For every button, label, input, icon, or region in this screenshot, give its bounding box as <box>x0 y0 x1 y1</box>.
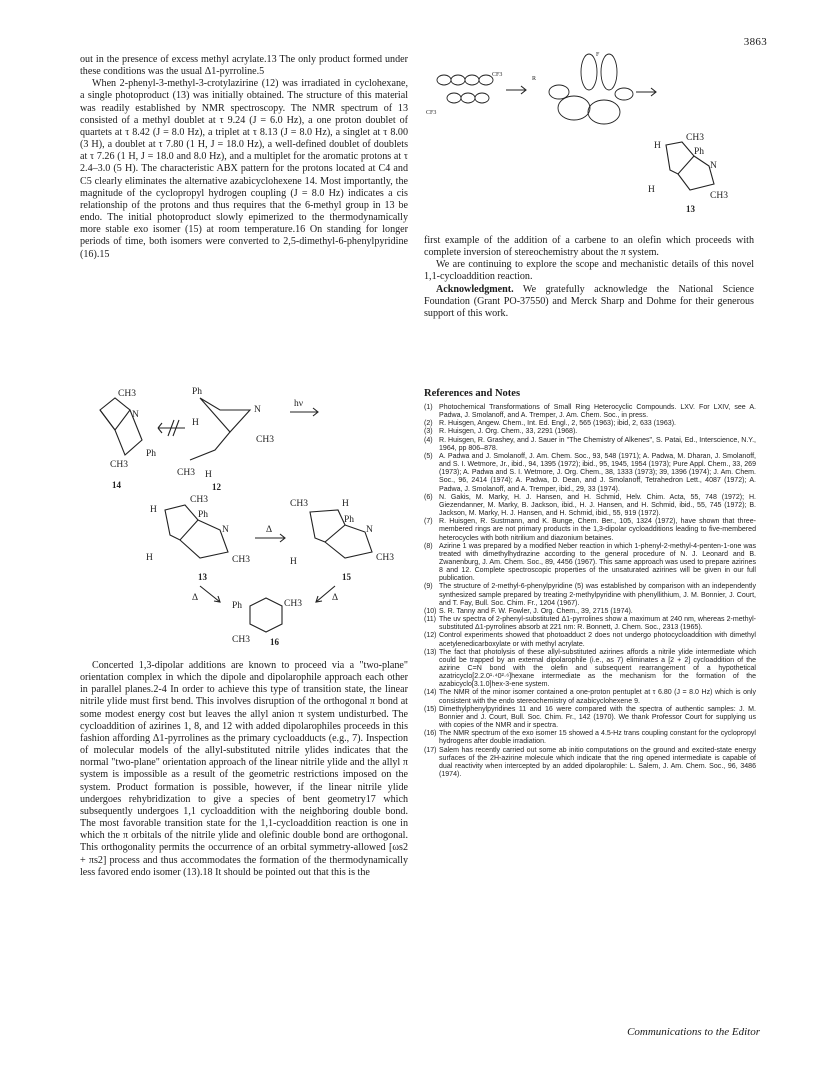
reference-text: Control experiments showed that photoadduct 2 does not undergo photocycloaddition with dimethyl acetylenedicarboxylate or with methyl acrylate. <box>439 632 756 648</box>
reference-text: The fact that photolysis of these allyl-substituted azirines affords a nitrile ylide intermediate which could be trapped by an external dipolarophile (i.e., as 7) eliminates a [2 + 2] cycloaddition of the azirine C=N bond with the olefin and subsequent rearrangement of a hypothetical azatricyclo[2.2.0¹·⁴0²·⁶]hexane intermediate as the mechanism for the formation of the azabicyclo[3.1.0]hex-3-ene system. <box>439 648 756 689</box>
reference-item <box>424 437 756 453</box>
reference-item <box>424 747 756 780</box>
scheme-svg <box>80 380 410 650</box>
reference-number: (16) <box>424 730 437 738</box>
left-column-top <box>80 54 408 261</box>
svg-text:H: H <box>648 185 655 195</box>
svg-text:CH3: CH3 <box>177 468 195 478</box>
reference-text: Azirine 1 was prepared by a modified Neber reaction in which 1-phenyl-2-methyl-4-penten-1-one was treated with dimethylhydrazine according to the general procedure of N. J. Leonard and B. Zwanenburg, J. Am. Chem. Soc., 89, 4456 (1967). This same approach was used to prepare azirines 8 and 12. Complete spectroscopic properties of the unsaturated azirines will be given in our full publication. <box>439 542 756 583</box>
paragraph: We are continuing to explore the scope and mechanistic details of this novel 1,1-cycloaddition reaction. <box>424 259 754 283</box>
orbital-scheme <box>424 50 728 230</box>
svg-text:Δ: Δ <box>332 593 339 603</box>
compound-12-structure <box>177 387 274 492</box>
svg-text:Ph: Ph <box>694 147 705 157</box>
reference-text: R. Huisgen, R. Grashey, and J. Sauer in "The Chemistry of Alkenes", S. Patai, Ed., Interscience, N.Y., 1964, pp 806–878. <box>439 436 756 452</box>
reference-text: Dimethylphenylpyridines 11 and 16 were compared with the spectra of authentic samples: J. M. Bonnier and J. Court, Bull. Soc. Chim. Fr., 142 (1970). We thank Professor Court for supplying us with copies of the NMR and ir spectra. <box>439 705 756 730</box>
svg-text:CH3: CH3 <box>256 435 274 445</box>
svg-text:CH3: CH3 <box>686 133 704 143</box>
reaction-scheme <box>80 380 410 650</box>
reference-text: A. Padwa and J. Smolanoff, J. Am. Chem. Soc., 93, 548 (1971); A. Padwa, M. Dharan, J. Smolanoff, and S. I. Wetmore, Jr., ibid., 94, 1395 (1972); ibid., 95, 1945, 1954 (1973); Pure Appl. Chem., 33, 269 (1973); A. Padwa and S. I. Wetmore, J. Org. Chem., 38, 1333 (1973); 39, 1396 (1974); J. Am. Chem. Soc., 96, 2414 (1974); A. Padwa, D. Dean, and J. Smolanoff, Tetrahedron Lett., 4087 (1972); A. Padwa, J. Smolanoff, and A. Tremper, ibid., 29, 33 (1974). <box>439 452 756 493</box>
svg-text:Ph: Ph <box>146 449 157 459</box>
reference-item <box>424 494 756 518</box>
epimerization-arrow <box>255 525 285 542</box>
paragraph: When 2-phenyl-3-methyl-3-crotylazirine (12) was irradiated in cyclohexane, a single photoproduct (13) was initially obtained. The structure of this material was readily established by NMR spectroscopy. The NMR spectrum of 13 consisted of a methyl doublet at τ 9.24 (J = 6.0 Hz), a one proton doublet of quartets at τ 8.42 (J = 8.0 Hz), a triplet at τ 8.13 (J = 8.0 Hz), a singlet at τ 8.00 (3 H), a doublet at τ 7.80 (1 H, J = 18.0 Hz), a well-defined doublet of doublets at τ 7.26 (1 H, J = 18.0 and 8.0 Hz), and a multiplet for the aromatic protons at τ 2.4–3.0 (5 H). The characteristic ABX pattern for the protons located at C4 and C5 clearly eliminates the alternative azabicyclohexene 14. Most importantly, the magnitude of the cyclopropyl hydrogen coupling (J = 8.0 Hz) indicates a cis relationship of the protons and thus requires that the 6-methyl group in 13 be endo. The initial photoproduct slowly epimerized to the thermodynamically more stable exo isomer (15) at room temperature.16 On standing for longer periods of time, both isomers were converted to 2,5-dimethyl-6-phenylpyridine (16).15 <box>80 78 408 260</box>
svg-text:Ph: Ph <box>232 601 243 611</box>
reference-item <box>424 518 756 542</box>
reference-item <box>424 730 756 746</box>
photolysis-arrow <box>290 399 318 416</box>
reference-number: (10) <box>424 607 437 615</box>
transition-state-orbitals <box>426 72 502 116</box>
acknowledgment-heading: Acknowledgment. <box>436 283 514 295</box>
reference-number: (1) <box>424 404 433 411</box>
svg-text:CH3: CH3 <box>110 460 128 470</box>
svg-text:H: H <box>342 499 349 509</box>
svg-text:N: N <box>132 410 139 420</box>
reference-number: (7) <box>424 518 433 526</box>
reference-item <box>424 543 756 584</box>
paragraph: first example of the addition of a carbene to an olefin which proceeds with complete inversion of stereochemistry about the π system. <box>424 235 754 259</box>
reference-number: (2) <box>424 420 433 428</box>
svg-text:16: 16 <box>270 637 279 647</box>
paragraph: Concerted 1,3-dipolar additions are known to proceed via a "two-plane" orientation complex in which the dipole and dipolarophile approach each other in parallel planes.2-4 In order to achieve this type of transition state, the linear nitrile ylide must first bend. This involves disruption of the orthogonal π bond at some modest energy cost but leaves the allyl anion π system undisturbed. The cycloaddition of azirines 1, 8, and 12 with added dipolarophiles proceeds in this fashion affording Δ1-pyrrolines as the primary cycloadducts (e.g., 7). Inspection of molecular models of the allyl-substituted nitrile ylides indicates that the normal "two-plane" orientation approach of the linear nitrile ylide and the allyl π system is impossible as a result of the geometric restrictions imposed on the system. Product formation is possible, however, if the linear nitrile ylide undergoes rehybridization to give a species of bent geometry17 which subsequently undergoes 1,1 cycloaddition with the neighboring double bond. The most favorable transition state for the 1,1-cycloaddition reaction is one in which the π orbitals of the nitrile ylide and olefinic double bond are orthogonal. This orthogonality permits the occurrence of an orbital symmetry-allowed [ωs2 + πs2] process and thus accommodates the formation of the thermodynamically less favored endo isomer (13).18 It should be pointed out that this is the <box>80 660 408 878</box>
svg-text:R: R <box>532 76 537 82</box>
reference-item <box>424 420 756 428</box>
reference-number: (17) <box>424 746 437 754</box>
reference-number: (15) <box>424 705 437 713</box>
reference-text: R. Huisgen, Angew. Chem., Int. Ed. Engl., 2, 565 (1963); ibid, 2, 633 (1963). <box>439 420 676 428</box>
reference-item <box>424 689 756 705</box>
svg-text:H: H <box>146 553 153 563</box>
no-reaction-arrow <box>158 420 185 436</box>
acknowledgment <box>424 284 754 320</box>
reference-text: The NMR spectrum of the exo isomer 15 showed a 4.5-Hz trans coupling constant for the cyclopropyl hydrogens after double irradiation. <box>439 730 756 746</box>
reference-text: The NMR of the minor isomer contained a one-proton pentuplet at τ 6.80 (J = 8.0 Hz) which is only consistent with the endo stereochemistry of azabicyclohexene 9. <box>439 689 756 705</box>
svg-text:13: 13 <box>198 572 207 582</box>
compound-13-structure <box>146 495 250 582</box>
reference-number: (13) <box>424 648 437 656</box>
reference-number: (14) <box>424 689 437 697</box>
reference-text: R. Huisgen, J. Org. Chem., 33, 2291 (1968). <box>439 428 578 436</box>
svg-text:Ph: Ph <box>192 387 203 397</box>
svg-text:CH3: CH3 <box>118 389 136 399</box>
reference-item <box>424 706 756 730</box>
reference-item <box>424 583 756 607</box>
svg-text:14: 14 <box>112 480 121 490</box>
reference-item <box>424 608 756 616</box>
reference-text: The uv spectra of 2-phenyl-substituted Δ1-pyrrolines show a maximum at 240 nm, whereas 2-methyl-substituted Δ1-pyrrolines absorb at 221 nm: R. Bonnett, J. Chem. Soc., 2313 (1965). <box>439 616 756 632</box>
svg-text:H: H <box>290 557 297 567</box>
reference-text: N. Gakis, M. Marky, H. J. Hansen, and H. Schmid, Helv. Chim. Acta, 55, 748 (1972); H. Giezendanner, M. Marky, B. Jackson, ibid., H. J. Hansen, and H. Schmid, ibid., 55, 745 (1972); B. Jackson, M. Marky, H. J. Hansen, and H. Schmid, ibid., 55, 919 (1972). <box>439 493 756 518</box>
orbital-svg <box>424 50 728 230</box>
svg-text:H: H <box>205 470 212 480</box>
svg-text:CH3: CH3 <box>190 495 208 505</box>
reference-text: R. Huisgen, R. Sustmann, and K. Bunge, Chem. Ber., 105, 1324 (1972), have shown that three-membered rings are not primary products in the 1,3-dipolar cycloadditions leading to five-membered heterocycles with both nitrilium and diazonium betaines. <box>439 518 756 542</box>
svg-text:Δ: Δ <box>266 525 273 535</box>
references-heading: References and Notes <box>424 388 521 399</box>
svg-text:N: N <box>366 525 373 535</box>
reference-number: (6) <box>424 493 433 501</box>
reference-text: The structure of 2-methyl-6-phenylpyridine (5) was established by comparison with an independently synthesized sample prepared by treating 2-methylpyridine with phenyllithium, J. M. Bonnier, J. Court, and T. Fay, Bull. Soc. Chim. Fr., 1204 (1967). <box>439 583 756 607</box>
left-column-bottom <box>80 660 408 879</box>
svg-text:CH3: CH3 <box>376 553 394 563</box>
svg-text:N: N <box>710 161 717 171</box>
bent-ylide-orbitals <box>532 52 633 124</box>
svg-text:Δ: Δ <box>192 593 199 603</box>
svg-text:13: 13 <box>686 204 695 214</box>
svg-text:CH3: CH3 <box>284 599 302 609</box>
reference-number: (3) <box>424 428 433 436</box>
paragraph: out in the presence of excess methyl acrylate.13 The only product formed under these conditions was the usual Δ1-pyrroline.5 <box>80 54 408 78</box>
reference-number: (5) <box>424 452 433 460</box>
reference-item <box>424 404 756 420</box>
reference-item <box>424 616 756 632</box>
compound-15-structure <box>290 499 394 582</box>
aromatization-arrows <box>192 586 338 603</box>
reference-text: Photochemical Transformations of Small Ring Heterocyclic Compounds. LXV. For LXIV, see A. Padwa, J. Smolanoff, and A. Tremper, J. Am. Chem. Soc., in press. <box>439 404 756 420</box>
svg-text:CH3: CH3 <box>290 499 308 509</box>
svg-text:CH3: CH3 <box>232 635 250 645</box>
reference-number: (9) <box>424 583 433 591</box>
svg-text:CF3: CF3 <box>426 110 437 116</box>
reaction-arrow-1 <box>506 86 526 94</box>
svg-text:F: F <box>596 52 600 58</box>
compound-14-structure <box>100 389 156 490</box>
svg-text:CH3: CH3 <box>710 191 728 201</box>
reference-number: (11) <box>424 616 437 624</box>
svg-text:Ph: Ph <box>198 510 209 520</box>
reference-text: Salem has recently carried out some ab initio computations on the ground and excited-state energy surfaces of the 2H-azirine molecule which indicate that the ring opened intermediate is capable of dual reactivity when intercepted by an added dipolarophile: L. Salem, J. Am. Chem. Soc., 96, 3486 (1974). <box>439 746 756 779</box>
right-column-top <box>424 235 754 320</box>
references-list <box>424 404 756 779</box>
svg-text:hν: hν <box>294 399 304 409</box>
svg-text:CF3: CF3 <box>492 72 503 78</box>
reference-item <box>424 632 756 648</box>
reaction-arrow-2 <box>636 88 656 96</box>
reference-number: (4) <box>424 436 433 444</box>
acknowledgment-text: We gratefully acknowledge the National Science Foundation (Grant PO-37550) and Merck Sharp and Dohme for their generous support of this work. <box>424 283 754 319</box>
page-number: 3863 <box>743 36 767 48</box>
svg-text:12: 12 <box>212 482 221 492</box>
svg-text:CH3: CH3 <box>232 555 250 565</box>
svg-text:Ph: Ph <box>344 515 355 525</box>
svg-text:H: H <box>654 141 661 151</box>
reference-item <box>424 453 756 494</box>
svg-text:N: N <box>222 525 229 535</box>
svg-text:H: H <box>150 505 157 515</box>
svg-text:15: 15 <box>342 572 351 582</box>
footer: Communications to the Editor <box>627 1026 760 1038</box>
svg-text:H: H <box>192 418 199 428</box>
reference-text: S. R. Tanny and F. W. Fowler, J. Org. Chem., 39, 2715 (1974). <box>439 607 633 615</box>
svg-text:N: N <box>254 405 261 415</box>
product-13-structure <box>648 133 728 214</box>
compound-16-structure <box>232 598 302 647</box>
reference-number: (12) <box>424 632 437 640</box>
reference-item <box>424 428 756 436</box>
reference-item <box>424 649 756 690</box>
reference-number: (8) <box>424 542 433 550</box>
